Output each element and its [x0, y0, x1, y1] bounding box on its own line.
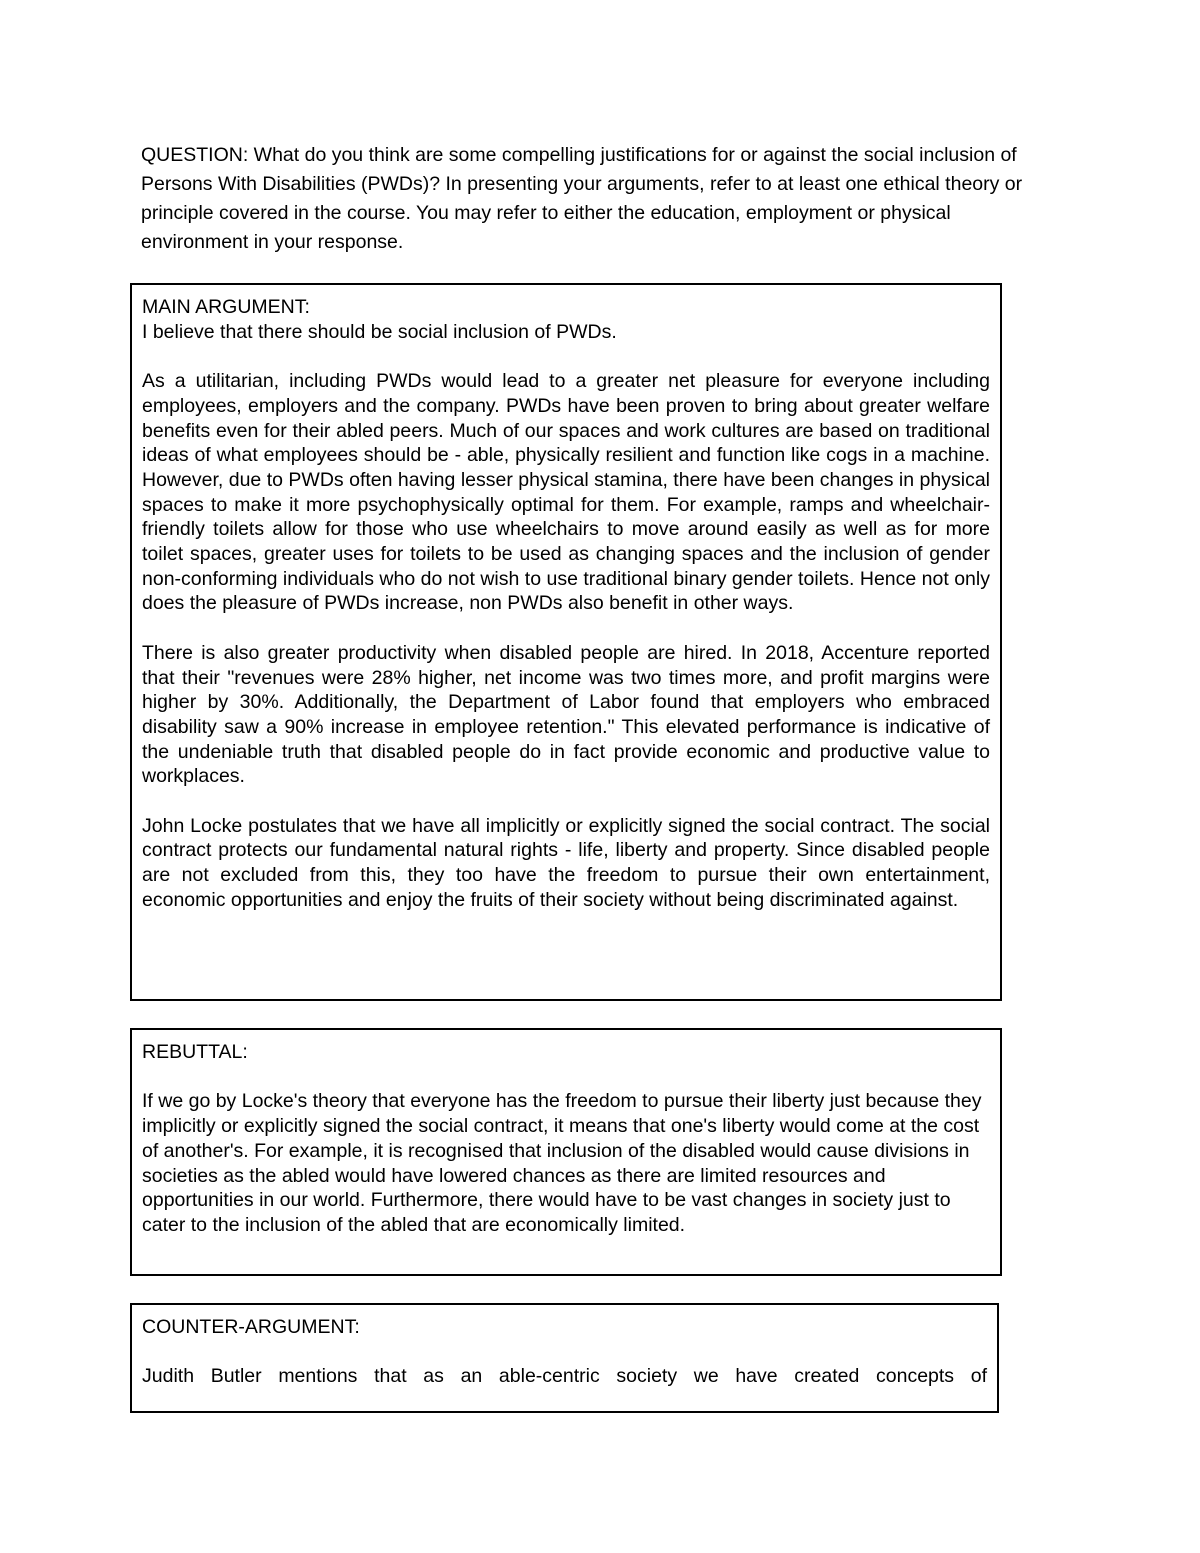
counter-argument-paragraph: Judith Butler mentions that as an able-centric society we have created concepts of	[142, 1365, 987, 1388]
main-argument-paragraph-productivity: There is also greater productivity when disabled people are hired. In 2018, Accenture reported that their "revenues were 28% higher, net income was two times more, and profit margins were higher by 30%. Additionally, the Department of Labor found that employers who embraced disability saw a 90% increase in employee retention." This elevated performance is indicative of the undeniable truth that disabled people do in fact provide economic and productive value to workplaces.	[142, 641, 990, 788]
rebuttal-paragraph: If we go by Locke's theory that everyone has the freedom to pursue their liberty just because they implicitly or explicitly signed the social contract, it means that one's liberty would come at the cost of another's. For example, it is recognised that inclusion of the disabled would cause divisions in societies as the abled would have lowered chances as there are limited resources and opportunities in our world. Furthermore, there would have to be vast changes in society just to cater to the inclusion of the abled that are economically limited.	[142, 1090, 982, 1236]
main-argument-thesis: I believe that there should be social inclusion of PWDs.	[142, 320, 617, 343]
counter-argument-heading: COUNTER-ARGUMENT:	[142, 1316, 360, 1338]
main-argument-paragraph-locke: John Locke postulates that we have all implicitly or explicitly signed the social contract. The social contract protects our fundamental natural rights - life, liberty and property. Since disabled people are not excluded from this, they too have the freedom to pursue their own entertainment, economic opportunities and enjoy the fruits of their society without being discriminated against.	[142, 814, 990, 911]
rebuttal-heading: REBUTTAL:	[142, 1041, 248, 1063]
question-prompt: QUESTION: What do you think are some compelling justifications for or against the social inclusion of Persons With Disabilities (PWDs)? In presenting your arguments, refer to at least one ethical theory or principle covered in the course. You may refer to either the education, employment or physical environment in your response.	[141, 144, 1023, 253]
main-argument-heading: MAIN ARGUMENT:	[142, 296, 310, 318]
counter-argument-box	[130, 1303, 999, 1413]
main-argument-paragraph-utilitarian: As a utilitarian, including PWDs would lead to a greater net pleasure for everyone including employees, employers and the company. PWDs have been proven to bring about greater welfare benefits even for their abled peers. Much of our spaces and work cultures are based on traditional ideas of what employees should be - able, physically resilient and function like cogs in a machine. However, due to PWDs often having lesser physical stamina, there have been changes in physical spaces to make it more psychophysically optimal for them. For example, ramps and wheelchair-friendly toilets allow for those who use wheelchairs to move around easily as well as for more toilet spaces, greater uses for toilets to be used as changing spaces and the inclusion of gender non-conforming individuals who do not wish to use traditional binary gender toilets. Hence not only does the pleasure of PWDs increase, non PWDs also benefit in other ways.	[142, 370, 990, 615]
rebuttal-box	[130, 1028, 1002, 1276]
main-argument-box	[130, 283, 1002, 1001]
